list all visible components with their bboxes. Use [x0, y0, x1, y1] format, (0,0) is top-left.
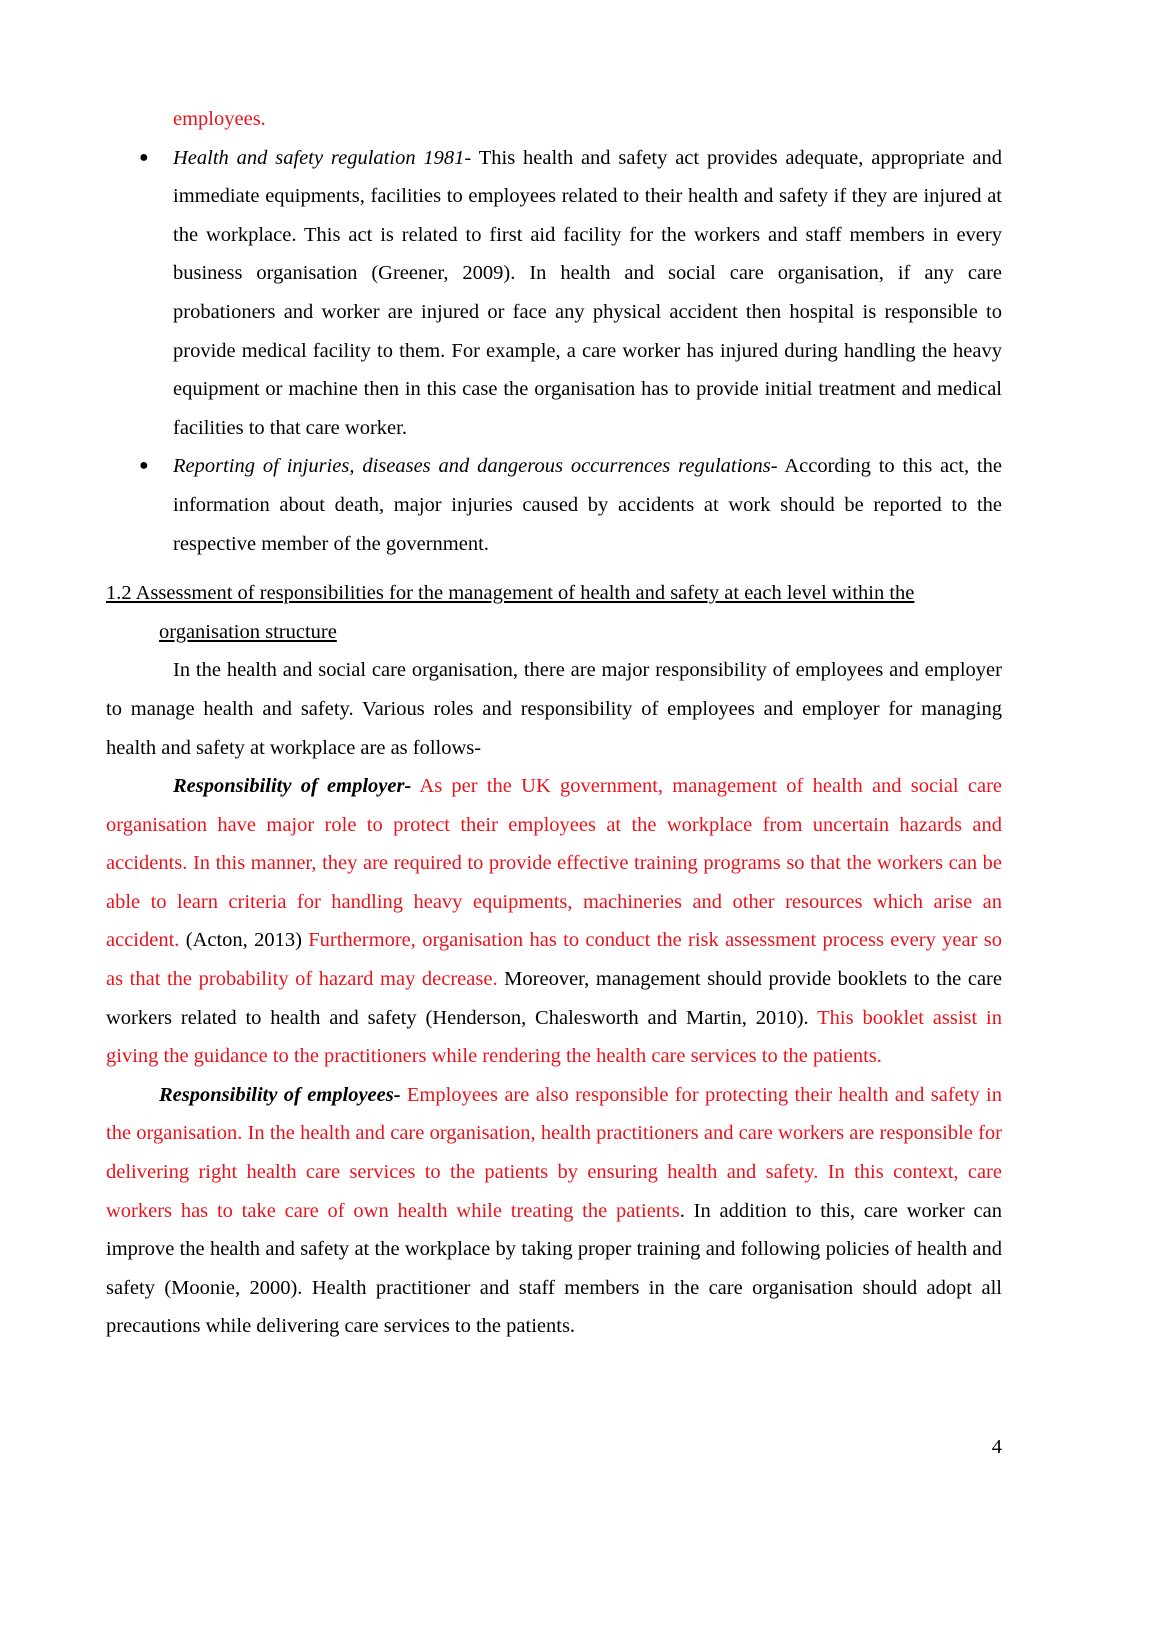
employer-citation: (Acton, 2013) — [179, 929, 309, 952]
intro-paragraph: In the health and social care organisation, there are major responsibility of employees and employer to manage health and safety. Various roles and responsibility of employees and employer for managing health and safety at workplace are as follows- — [106, 659, 1002, 759]
bullet-icon: ● — [139, 148, 149, 166]
bullet-title: Health and safety regulation 1981 — [173, 146, 465, 169]
bullet-item — [106, 139, 1002, 448]
section-heading: 1.2 Assessment of responsibilities for the management of health and safety at each level within the organisation structure — [106, 582, 915, 643]
bullet-icon: ● — [139, 457, 149, 475]
employees-text-red: Employees are also responsible for protecting their health and safety in the organisation. In the health and care organisation, health practitioners and care workers are responsible for delivering right health care services to the patients by ensuring health and safety. In this context, care workers has to take care of own health while treating the patients — [106, 1083, 1002, 1222]
employer-text-red: As per the UK government, management of health and social care organisation have major role to protect their employees at the workplace from uncertain hazards and accidents. In this manner, they are required to provide effective training programs so that the workers can be able to learn criteria for handling heavy equipments, machineries and other resources which arise an accident. — [106, 775, 1002, 952]
employer-text-red: Furthermore, organisation has to conduct the risk assessment process every year so as that the probability of hazard may decrease. — [106, 929, 1002, 991]
employees-paragraph — [106, 1076, 1002, 1346]
document-page — [106, 100, 1002, 1346]
page-number: 4 — [991, 1436, 1002, 1458]
bullet-text: - According to this act, the information about death, major injuries caused by accidents at work should be reported to the respective member of the government. — [173, 455, 1002, 555]
employer-paragraph — [106, 767, 1002, 1076]
bullet-title: Reporting of injuries, diseases and dangerous occurrences regulations — [173, 455, 771, 478]
employer-title: Responsibility of employer- — [173, 775, 412, 798]
bullet-item — [106, 447, 1002, 563]
employees-text: . In addition to this, care worker can improve the health and safety at the workplace by taking proper training and following policies of health and safety (Moonie, 2000). Health practitioner and staff members in the care organisation should adopt all precautions while delivering care services to the patients. — [106, 1199, 1002, 1338]
bullet-text: - This health and safety act provides adequate, appropriate and immediate equipments, facilities to employees related to their health and safety if they are injured at the workplace. This act is related to first aid facility for the workers and staff members in every business organisation (Greener, 2009). In health and social care organisation, if any care probationers and worker are injured or face any physical accident then hospital is responsible to provide medical facility to them. For example, a care worker has injured during handling the heavy equipment or machine then in this case the organisation has to provide initial treatment and medical facilities to that care worker. — [173, 146, 1003, 439]
employees-title: Responsibility of employees- — [159, 1083, 401, 1106]
employer-text-red: This booklet assist in giving the guidance to the practitioners while rendering the health care services to the patients. — [106, 1006, 1002, 1068]
employer-text: Moreover, management should provide booklets to the care workers related to health and safety (Henderson, Chalesworth and Martin, 2010). — [106, 968, 1002, 1029]
continuation-text: employees. — [173, 108, 266, 130]
